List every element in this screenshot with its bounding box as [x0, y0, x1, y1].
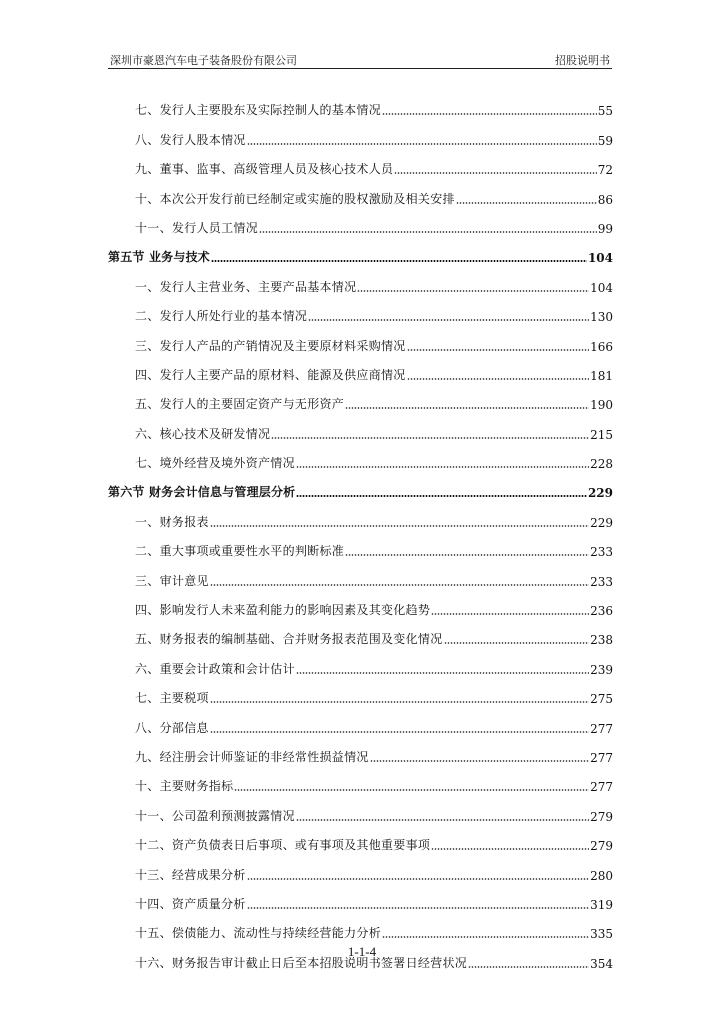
dot-leader	[296, 495, 587, 497]
dot-leader	[407, 349, 589, 351]
dot-leader	[431, 613, 589, 615]
toc-entry-title: 六、核心技术及研发情况	[135, 426, 271, 441]
toc-entry[interactable]	[108, 324, 613, 353]
toc-entry-title: 十六、财务报告审计截止日后至本招股说明书签署日经营状况	[135, 955, 468, 970]
header-document-type: 招股说明书	[555, 54, 610, 67]
toc-entry-page-number: 238	[590, 633, 613, 648]
dot-leader	[382, 113, 597, 115]
toc-entry-title: 第五节 业务与技术	[108, 250, 210, 265]
toc-entry[interactable]	[108, 265, 613, 294]
toc-entry-title: 四、发行人主要产品的原材料、能源及供应商情况	[135, 367, 406, 382]
toc-entry-page-number: 181	[590, 368, 613, 383]
dot-leader	[345, 554, 589, 556]
toc-entry-title: 二、重大事项或重要性水平的判断标准	[135, 544, 345, 559]
toc-entry-title: 十、本次公开发行前已经制定或实施的股权激励及相关安排	[135, 191, 455, 206]
toc-entry-title: 三、审计意见	[135, 573, 209, 588]
toc-entry-title: 十、主要财务指标	[135, 779, 234, 794]
toc-entry-title: 四、影响发行人未来盈利能力的影响因素及其变化趋势	[135, 603, 431, 618]
toc-entry-page-number: 190	[590, 398, 613, 413]
toc-entry-title: 一、财务报表	[135, 514, 209, 529]
toc-entry-page-number: 166	[590, 339, 613, 354]
toc-entry[interactable]	[108, 148, 613, 177]
toc-entry-title: 七、境外经营及境外资产情况	[135, 456, 295, 471]
toc-entry-page-number: 233	[590, 545, 613, 560]
toc-entry-page-number: 279	[590, 839, 613, 854]
toc-entry-title: 八、分部信息	[135, 720, 209, 735]
toc-entry-page-number: 279	[590, 809, 613, 824]
toc-entry[interactable]	[108, 647, 613, 676]
toc-entry-title: 一、发行人主营业务、主要产品基本情况	[135, 279, 357, 294]
dot-leader	[431, 848, 589, 850]
toc-entry-title: 九、经注册会计师鉴证的非经常性损益情况	[135, 749, 369, 764]
dot-leader	[296, 819, 589, 821]
dot-leader	[247, 878, 589, 880]
toc-entry[interactable]	[108, 736, 613, 765]
dot-leader	[247, 143, 597, 145]
page-header	[108, 50, 612, 69]
toc-entry-page-number: 233	[590, 574, 613, 589]
toc-entry-title: 九、董事、监事、高级管理人员及核心技术人员	[135, 162, 394, 177]
header-company-name: 深圳市豪恩汽车电子装备股份有限公司	[110, 54, 297, 67]
toc-entry[interactable]	[108, 765, 613, 794]
dot-leader	[296, 672, 589, 674]
toc-entry-title: 五、财务报表的编制基础、合并财务报表范围及变化情况	[135, 632, 443, 647]
toc-entry-title: 五、发行人的主要固定资产与无形资产	[135, 397, 345, 412]
toc-entry-title: 十二、资产负债表日后事项、或有事项及其他重要事项	[135, 838, 431, 853]
toc-entry[interactable]	[108, 295, 613, 324]
toc-entry-title: 十五、偿债能力、流动性与持续经营能力分析	[135, 926, 382, 941]
toc-entry-page-number: 228	[590, 457, 613, 472]
dot-leader	[296, 466, 589, 468]
toc-entry[interactable]	[108, 383, 613, 412]
toc-entry-page-number: 236	[590, 604, 613, 619]
toc-entry-page-number: 229	[587, 486, 613, 501]
toc-entry-page-number: 130	[590, 310, 613, 325]
toc-entry[interactable]	[108, 706, 613, 735]
dot-leader	[210, 525, 589, 527]
toc-entry-page-number: 319	[590, 897, 613, 912]
dot-leader	[456, 202, 597, 204]
dot-leader	[444, 642, 590, 644]
toc-entry[interactable]	[108, 354, 613, 383]
dot-leader	[345, 407, 589, 409]
toc-entry-page-number: 215	[590, 427, 613, 442]
toc-entry-title: 七、主要税项	[135, 691, 209, 706]
toc-entry-page-number: 104	[587, 251, 613, 266]
toc-entry-page-number: 99	[597, 221, 613, 236]
toc-entry-title: 十一、发行人员工情况	[135, 220, 259, 235]
toc-entry[interactable]	[108, 618, 613, 647]
toc-entry[interactable]	[108, 500, 613, 529]
toc-entry-page-number: 275	[590, 692, 613, 707]
toc-entry[interactable]	[108, 589, 613, 618]
toc-entry-title: 十一、公司盈利预测披露情况	[135, 808, 295, 823]
toc-entry-title: 第六节 财务会计信息与管理层分析	[108, 485, 296, 500]
dot-leader	[234, 789, 589, 791]
dot-leader	[259, 231, 597, 233]
toc-entry-page-number: 239	[590, 662, 613, 677]
dot-leader	[210, 731, 589, 733]
dot-leader	[271, 437, 589, 439]
page-number: 1-1-4	[347, 944, 377, 959]
toc-entry-page-number: 354	[590, 956, 613, 971]
dot-leader	[370, 760, 589, 762]
dot-leader	[247, 907, 589, 909]
toc-entry[interactable]	[108, 412, 613, 441]
toc-entry[interactable]	[108, 912, 613, 941]
toc-entry-page-number: 55	[597, 104, 613, 119]
toc-entry[interactable]	[108, 559, 613, 588]
toc-entry-page-number: 86	[597, 192, 613, 207]
toc-entry-title: 六、重要会计政策和会计估计	[135, 661, 295, 676]
toc-entry[interactable]	[108, 853, 613, 882]
toc-entry[interactable]	[108, 824, 613, 853]
table-of-contents	[108, 89, 613, 971]
toc-entry-page-number: 277	[590, 780, 613, 795]
dot-leader	[210, 701, 589, 703]
dot-leader	[210, 584, 589, 586]
toc-entry[interactable]	[108, 442, 613, 471]
toc-entry[interactable]	[108, 677, 613, 706]
toc-entry-page-number: 277	[590, 750, 613, 765]
toc-entry-page-number: 229	[590, 515, 613, 530]
toc-entry[interactable]	[108, 530, 613, 559]
toc-entry-title: 三、发行人产品的产销情况及主要原材料采购情况	[135, 338, 406, 353]
dot-leader	[357, 290, 589, 292]
toc-entry-page-number: 335	[590, 927, 613, 942]
toc-entry-page-number: 280	[590, 868, 613, 883]
toc-entry[interactable]	[108, 118, 613, 147]
toc-entry[interactable]	[108, 207, 613, 236]
toc-entry-title: 十四、资产质量分析	[135, 896, 246, 911]
dot-leader	[394, 172, 596, 174]
toc-entry[interactable]	[108, 89, 613, 118]
dot-leader	[382, 936, 589, 938]
toc-entry-page-number: 72	[597, 163, 613, 178]
toc-entry[interactable]	[108, 794, 613, 823]
toc-entry[interactable]	[108, 883, 613, 912]
toc-entry-title: 十三、经营成果分析	[135, 867, 246, 882]
toc-entry-title: 八、发行人股本情况	[135, 132, 246, 147]
toc-section-entry[interactable]	[108, 471, 613, 500]
toc-entry[interactable]	[108, 177, 613, 206]
toc-entry-page-number: 104	[590, 280, 613, 295]
dot-leader	[407, 378, 589, 380]
dot-leader	[308, 319, 589, 321]
toc-entry-title: 七、发行人主要股东及实际控制人的基本情况	[135, 103, 382, 118]
toc-entry-page-number: 277	[590, 721, 613, 736]
toc-section-entry[interactable]	[108, 236, 613, 265]
dot-leader	[211, 260, 587, 262]
toc-entry-page-number: 59	[597, 133, 613, 148]
dot-leader	[468, 966, 589, 968]
toc-entry-title: 二、发行人所处行业的基本情况	[135, 309, 308, 324]
